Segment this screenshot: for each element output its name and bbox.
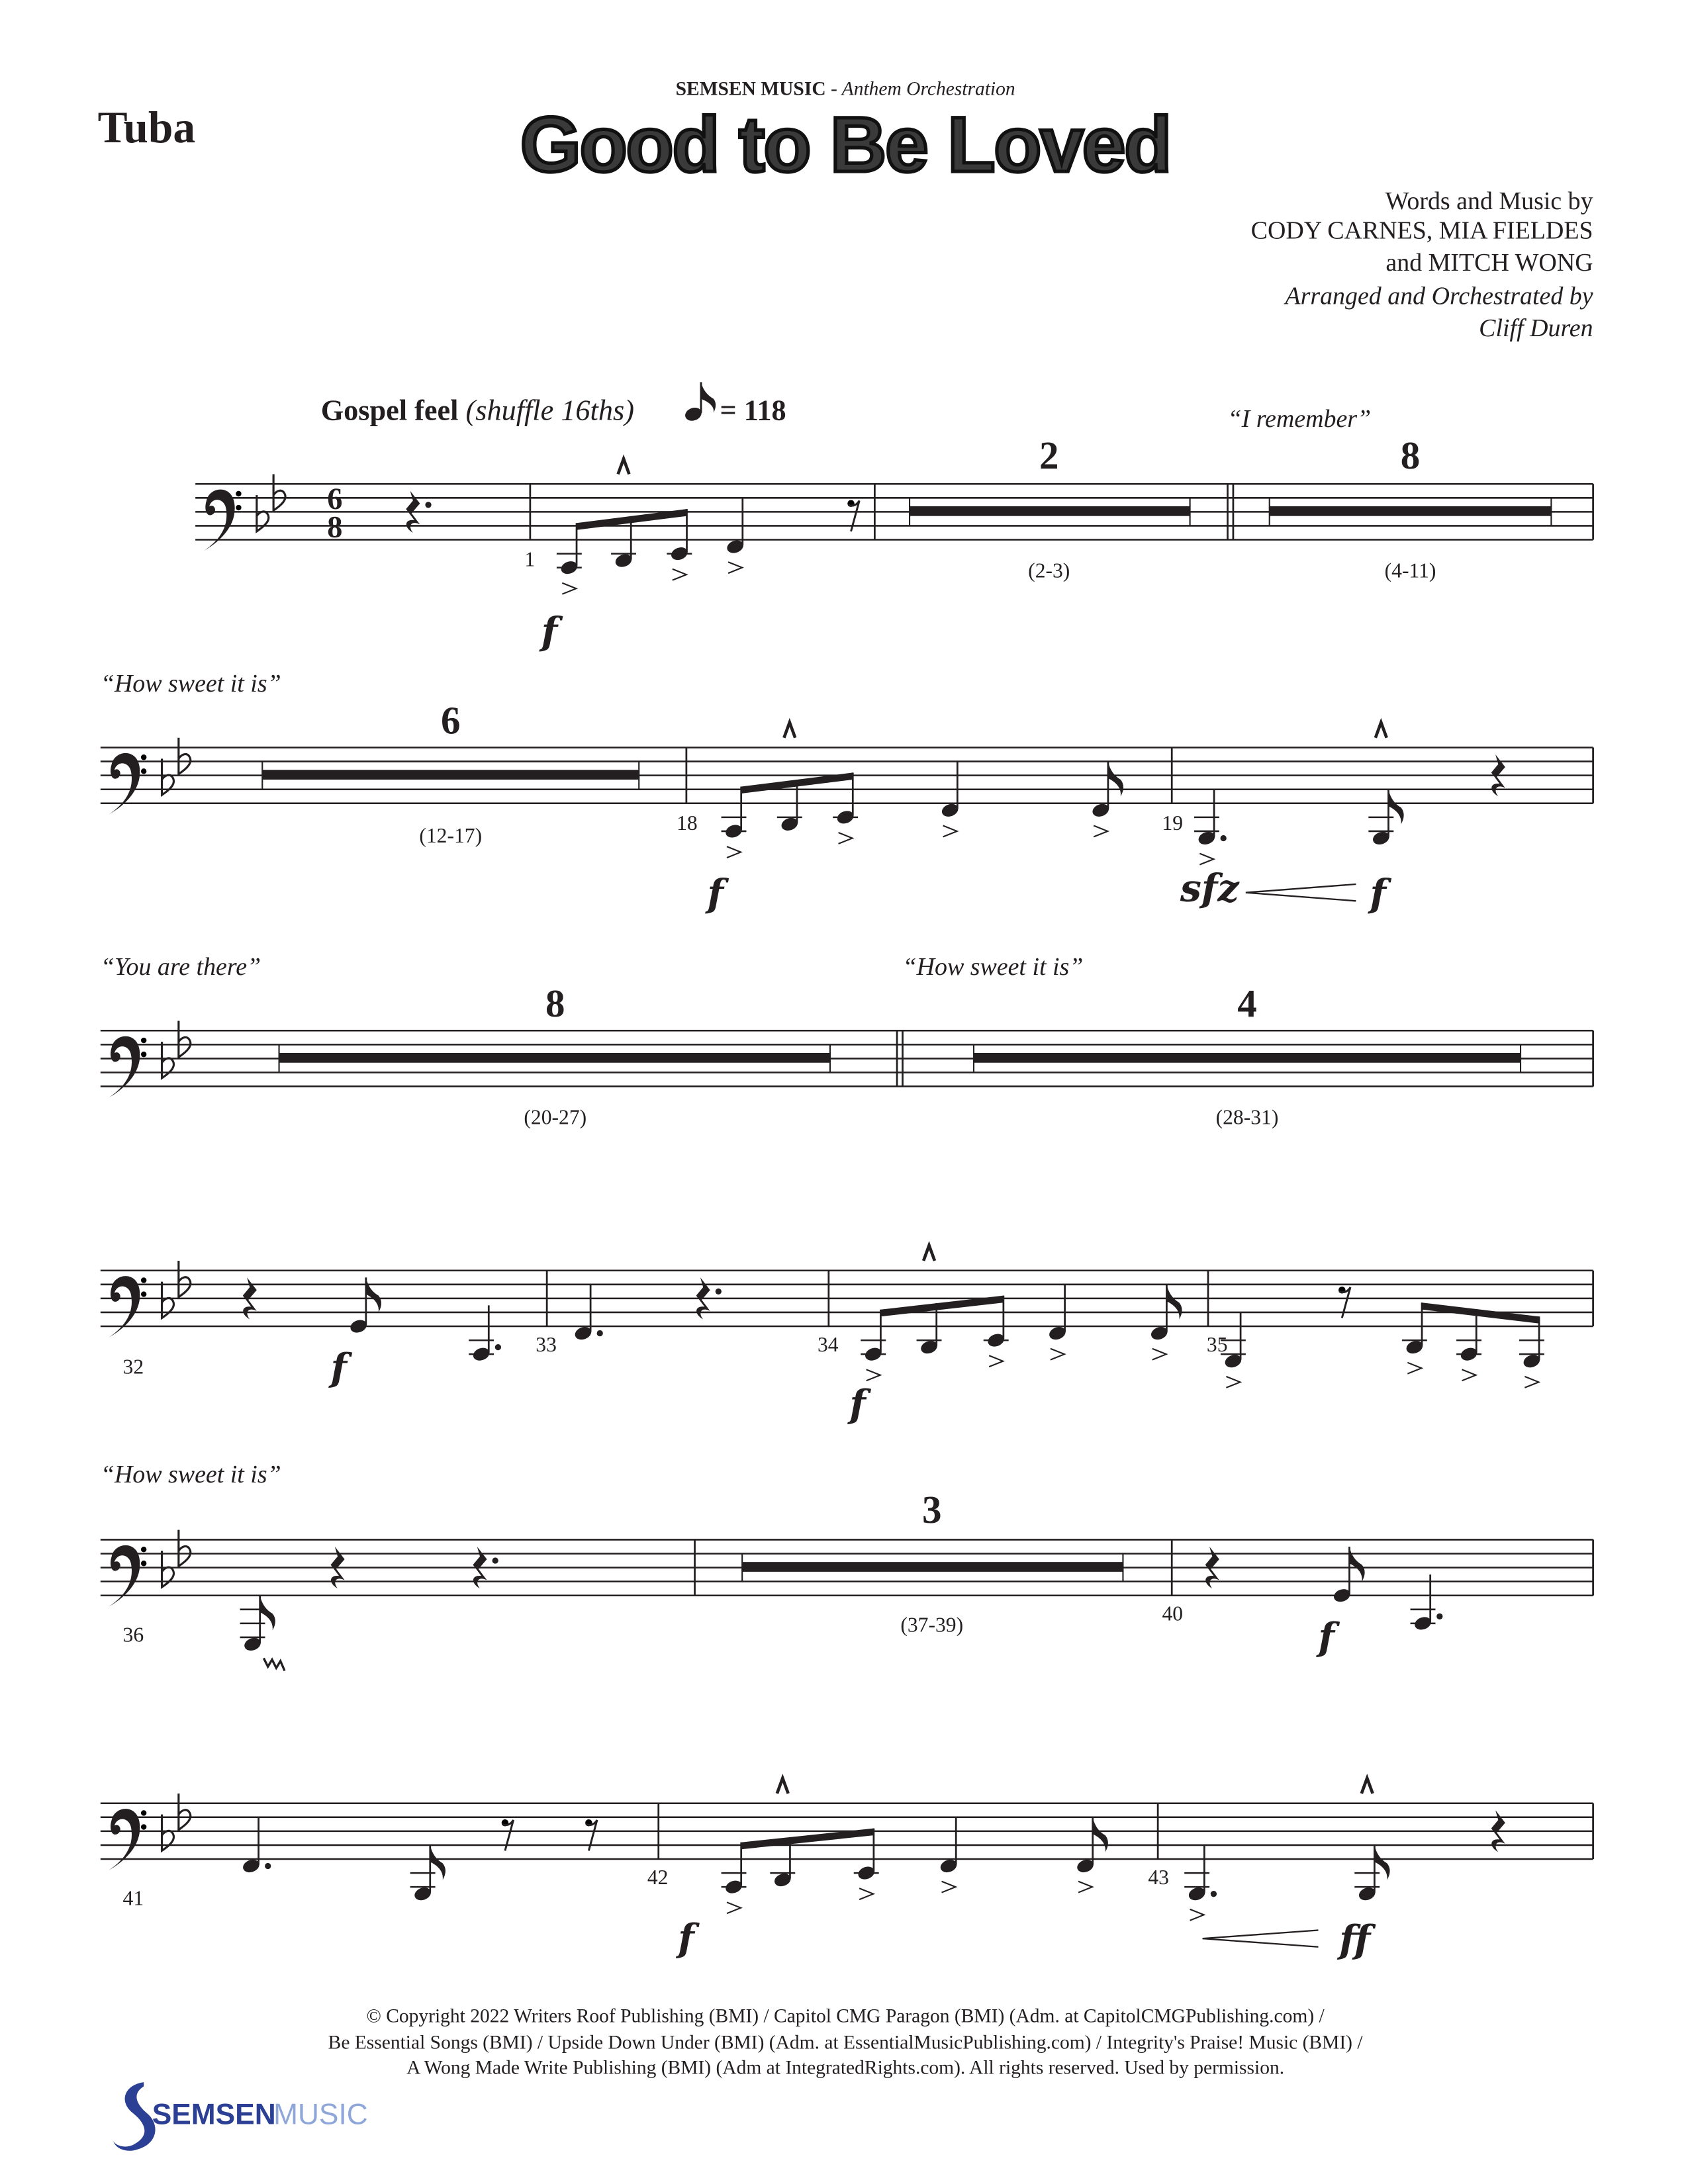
flat-icon: [179, 1794, 191, 1830]
accent-mark: [942, 1882, 956, 1893]
accent-mark: [867, 1369, 880, 1381]
accent-mark: [1078, 1882, 1092, 1893]
note-flag: [1349, 1547, 1364, 1582]
accent-mark: [943, 826, 957, 837]
measure-number: 35: [1206, 1332, 1228, 1356]
augmentation-dot: [492, 1557, 498, 1563]
accent-mark: [1462, 1369, 1476, 1381]
tempo-value: = 118: [720, 394, 786, 427]
flat-icon: [273, 474, 285, 510]
eighth-rest-icon: [848, 501, 859, 531]
multirest-range: (20-27): [524, 1105, 587, 1129]
accent-mark: [1051, 1349, 1064, 1360]
marcato-mark: [618, 459, 630, 474]
multirest-count: 2: [1039, 433, 1059, 478]
bass-clef-icon: [204, 490, 235, 551]
dynamic-marking: f: [678, 1917, 694, 1961]
bass-clef-icon: [109, 1276, 140, 1338]
cue-text: “How sweet it is”: [100, 670, 281, 698]
bass-clef-dot: [236, 491, 241, 496]
flat-icon: [179, 738, 191, 774]
accent-mark: [989, 1355, 1003, 1367]
copyright-notice: [328, 2006, 1364, 2079]
bass-clef-dot: [141, 1277, 146, 1283]
multirest-range: (2-3): [1028, 559, 1070, 582]
cue-text: “You are there”: [100, 952, 261, 981]
measure-number: 43: [1148, 1865, 1169, 1889]
accent-mark: [1524, 1377, 1538, 1388]
crescendo-hairpin: [1203, 1930, 1319, 1938]
marcato-mark: [923, 1246, 935, 1261]
augmentation-dot: [1436, 1614, 1442, 1619]
multirest-count: 6: [440, 698, 461, 743]
multirest-range: (37-39): [900, 1613, 964, 1637]
semsen-music-logo: [113, 2082, 368, 2151]
dynamic-marking: ff: [1339, 1918, 1371, 1962]
credit-line: Words and Music by: [1385, 187, 1593, 216]
bass-clef-dot: [141, 1291, 146, 1297]
accent-mark: [562, 583, 576, 594]
marcato-mark: [784, 723, 795, 738]
multirest-count: 4: [1237, 981, 1257, 1026]
dynamic-marking: f: [1318, 1615, 1335, 1659]
notation: [101, 459, 1593, 1946]
accent-mark: [727, 846, 741, 858]
time-signature-top: 6: [327, 482, 343, 517]
credit-line: Arranged and Orchestrated by: [1285, 282, 1593, 310]
dynamic-marking: sfz: [1180, 866, 1239, 911]
note-flag: [1388, 790, 1403, 825]
accent-mark: [728, 562, 742, 573]
tempo-marking: [321, 394, 634, 426]
multirest-range: (4-11): [1384, 559, 1436, 582]
crescendo-hairpin: [1203, 1938, 1319, 1947]
note-flag: [366, 1277, 381, 1312]
accent-mark: [839, 833, 853, 844]
bass-clef-icon: [109, 1809, 140, 1870]
measure-number: 18: [677, 811, 698, 835]
credits: [1251, 187, 1593, 342]
eighth-note-icon: [683, 382, 716, 423]
cue-text: “How sweet it is”: [902, 952, 1084, 981]
bass-clef-dot: [141, 1052, 146, 1057]
multimeasure-rest: [1270, 506, 1552, 516]
note-flag: [1093, 1817, 1108, 1852]
augmentation-dot: [1211, 1891, 1217, 1897]
measure-number: 42: [647, 1865, 669, 1889]
dynamic-marking: f: [707, 872, 724, 916]
dynamic-marking: f: [849, 1382, 866, 1426]
copyright-line: Be Essential Songs (BMI) / Upside Down Under (BMI) (Adm. at EssentialMusicPublishing.com) / Integrity's Praise! Music (BMI) /: [328, 2032, 1363, 2054]
accent-mark: [1407, 1363, 1421, 1374]
multimeasure-rest: [279, 1053, 830, 1063]
multimeasure-rest: [262, 770, 639, 780]
augmentation-dot: [1221, 835, 1227, 841]
logo-s-icon: [113, 2082, 156, 2151]
measure-number: 1: [524, 547, 536, 571]
flat-icon: [179, 1021, 191, 1058]
augmentation-dot: [716, 1289, 722, 1295]
time-signature-bottom: 8: [327, 510, 343, 545]
copyright-line: A Wong Made Write Publishing (BMI) (Adm at IntegratedRights.com). All rights reserved. Used by permission.: [406, 2057, 1285, 2079]
bass-clef-icon: [109, 1036, 140, 1098]
multirest-count: 8: [545, 981, 565, 1026]
bass-clef-dot: [236, 505, 241, 510]
accent-mark: [1226, 1377, 1240, 1388]
bass-clef-dot: [141, 1561, 146, 1566]
accent-mark: [1094, 826, 1107, 837]
cue-text: “How sweet it is”: [100, 1461, 281, 1489]
series-name: - Anthem Orchestration: [825, 78, 1015, 100]
note-flag: [260, 1596, 275, 1631]
credit-line: CODY CARNES, MIA FIELDES: [1250, 216, 1593, 245]
augmentation-dot: [597, 1330, 603, 1336]
note-flag: [430, 1845, 445, 1880]
note-flag: [1374, 1845, 1389, 1880]
multirest-count: 3: [922, 1488, 942, 1532]
accent-mark: [859, 1888, 873, 1899]
dynamic-marking: f: [1370, 872, 1386, 916]
cue-text: “I remember”: [1227, 404, 1372, 433]
eighth-rest-icon: [502, 1820, 514, 1850]
tempo-style: (shuffle 16ths): [465, 394, 634, 427]
multimeasure-rest: [742, 1562, 1123, 1572]
bass-clef-icon: [109, 1545, 140, 1607]
dynamic-marking: f: [330, 1346, 347, 1390]
bass-clef-dot: [141, 768, 146, 774]
multimeasure-rest: [974, 1053, 1521, 1063]
augmentation-dot: [425, 502, 431, 508]
credit-line: Cliff Duren: [1479, 314, 1593, 342]
multirest-count: 8: [1400, 433, 1421, 478]
marcato-mark: [777, 1778, 788, 1794]
bass-clef-dot: [141, 1824, 146, 1829]
measure-number: 34: [817, 1332, 839, 1356]
accent-mark: [727, 1902, 741, 1913]
flat-icon: [179, 1530, 191, 1567]
multirest-range: (28-31): [1215, 1105, 1279, 1129]
logo-word-semsen: SEMSEN: [152, 2098, 276, 2131]
marcato-mark: [1376, 723, 1387, 738]
song-title: Good to Be Loved: [520, 101, 1171, 189]
bass-clef-dot: [141, 1038, 146, 1043]
accent-mark: [1199, 854, 1213, 865]
multimeasure-rest: [910, 506, 1190, 516]
fall-mark: [263, 1659, 285, 1671]
tempo-label: Gospel feel: [320, 394, 459, 427]
measure-number: 41: [122, 1886, 144, 1910]
eighth-rest-icon: [586, 1820, 597, 1850]
augmentation-dot: [495, 1344, 501, 1350]
copyright-line: © Copyright 2022 Writers Roof Publishing (BMI) / Capitol CMG Paragon (BMI) (Adm. at CapitolCMGPublishing.com) /: [366, 2005, 1325, 2027]
accent-mark: [1190, 1909, 1204, 1921]
bass-clef-dot: [141, 1547, 146, 1552]
logo-word-music: MUSIC: [273, 2098, 368, 2131]
multirest-range: (12-17): [419, 823, 483, 847]
measure-number: 32: [122, 1355, 144, 1379]
measure-number: 40: [1162, 1602, 1184, 1625]
bass-clef-icon: [109, 753, 140, 815]
note-flag: [1166, 1285, 1182, 1320]
measure-number: 19: [1162, 811, 1184, 835]
augmentation-dot: [265, 1863, 271, 1869]
bass-clef-dot: [141, 1810, 146, 1815]
flat-icon: [179, 1261, 191, 1297]
accent-mark: [1152, 1349, 1166, 1360]
dynamic-marking: f: [541, 610, 558, 654]
credit-line: and MITCH WONG: [1385, 248, 1593, 277]
eighth-rest-icon: [1339, 1287, 1350, 1318]
crescendo-hairpin: [1246, 884, 1356, 893]
publisher-name: SEMSEN MUSIC: [675, 78, 826, 100]
measure-number: 36: [122, 1623, 144, 1647]
note-flag: [1108, 762, 1123, 797]
crescendo-hairpin: [1246, 893, 1356, 901]
bass-clef-dot: [141, 754, 146, 760]
measure-number: 33: [536, 1332, 557, 1356]
publisher-line: [676, 78, 1015, 99]
accent-mark: [673, 569, 686, 580]
instrument-name: Tuba: [97, 102, 196, 152]
marcato-mark: [1362, 1778, 1373, 1794]
